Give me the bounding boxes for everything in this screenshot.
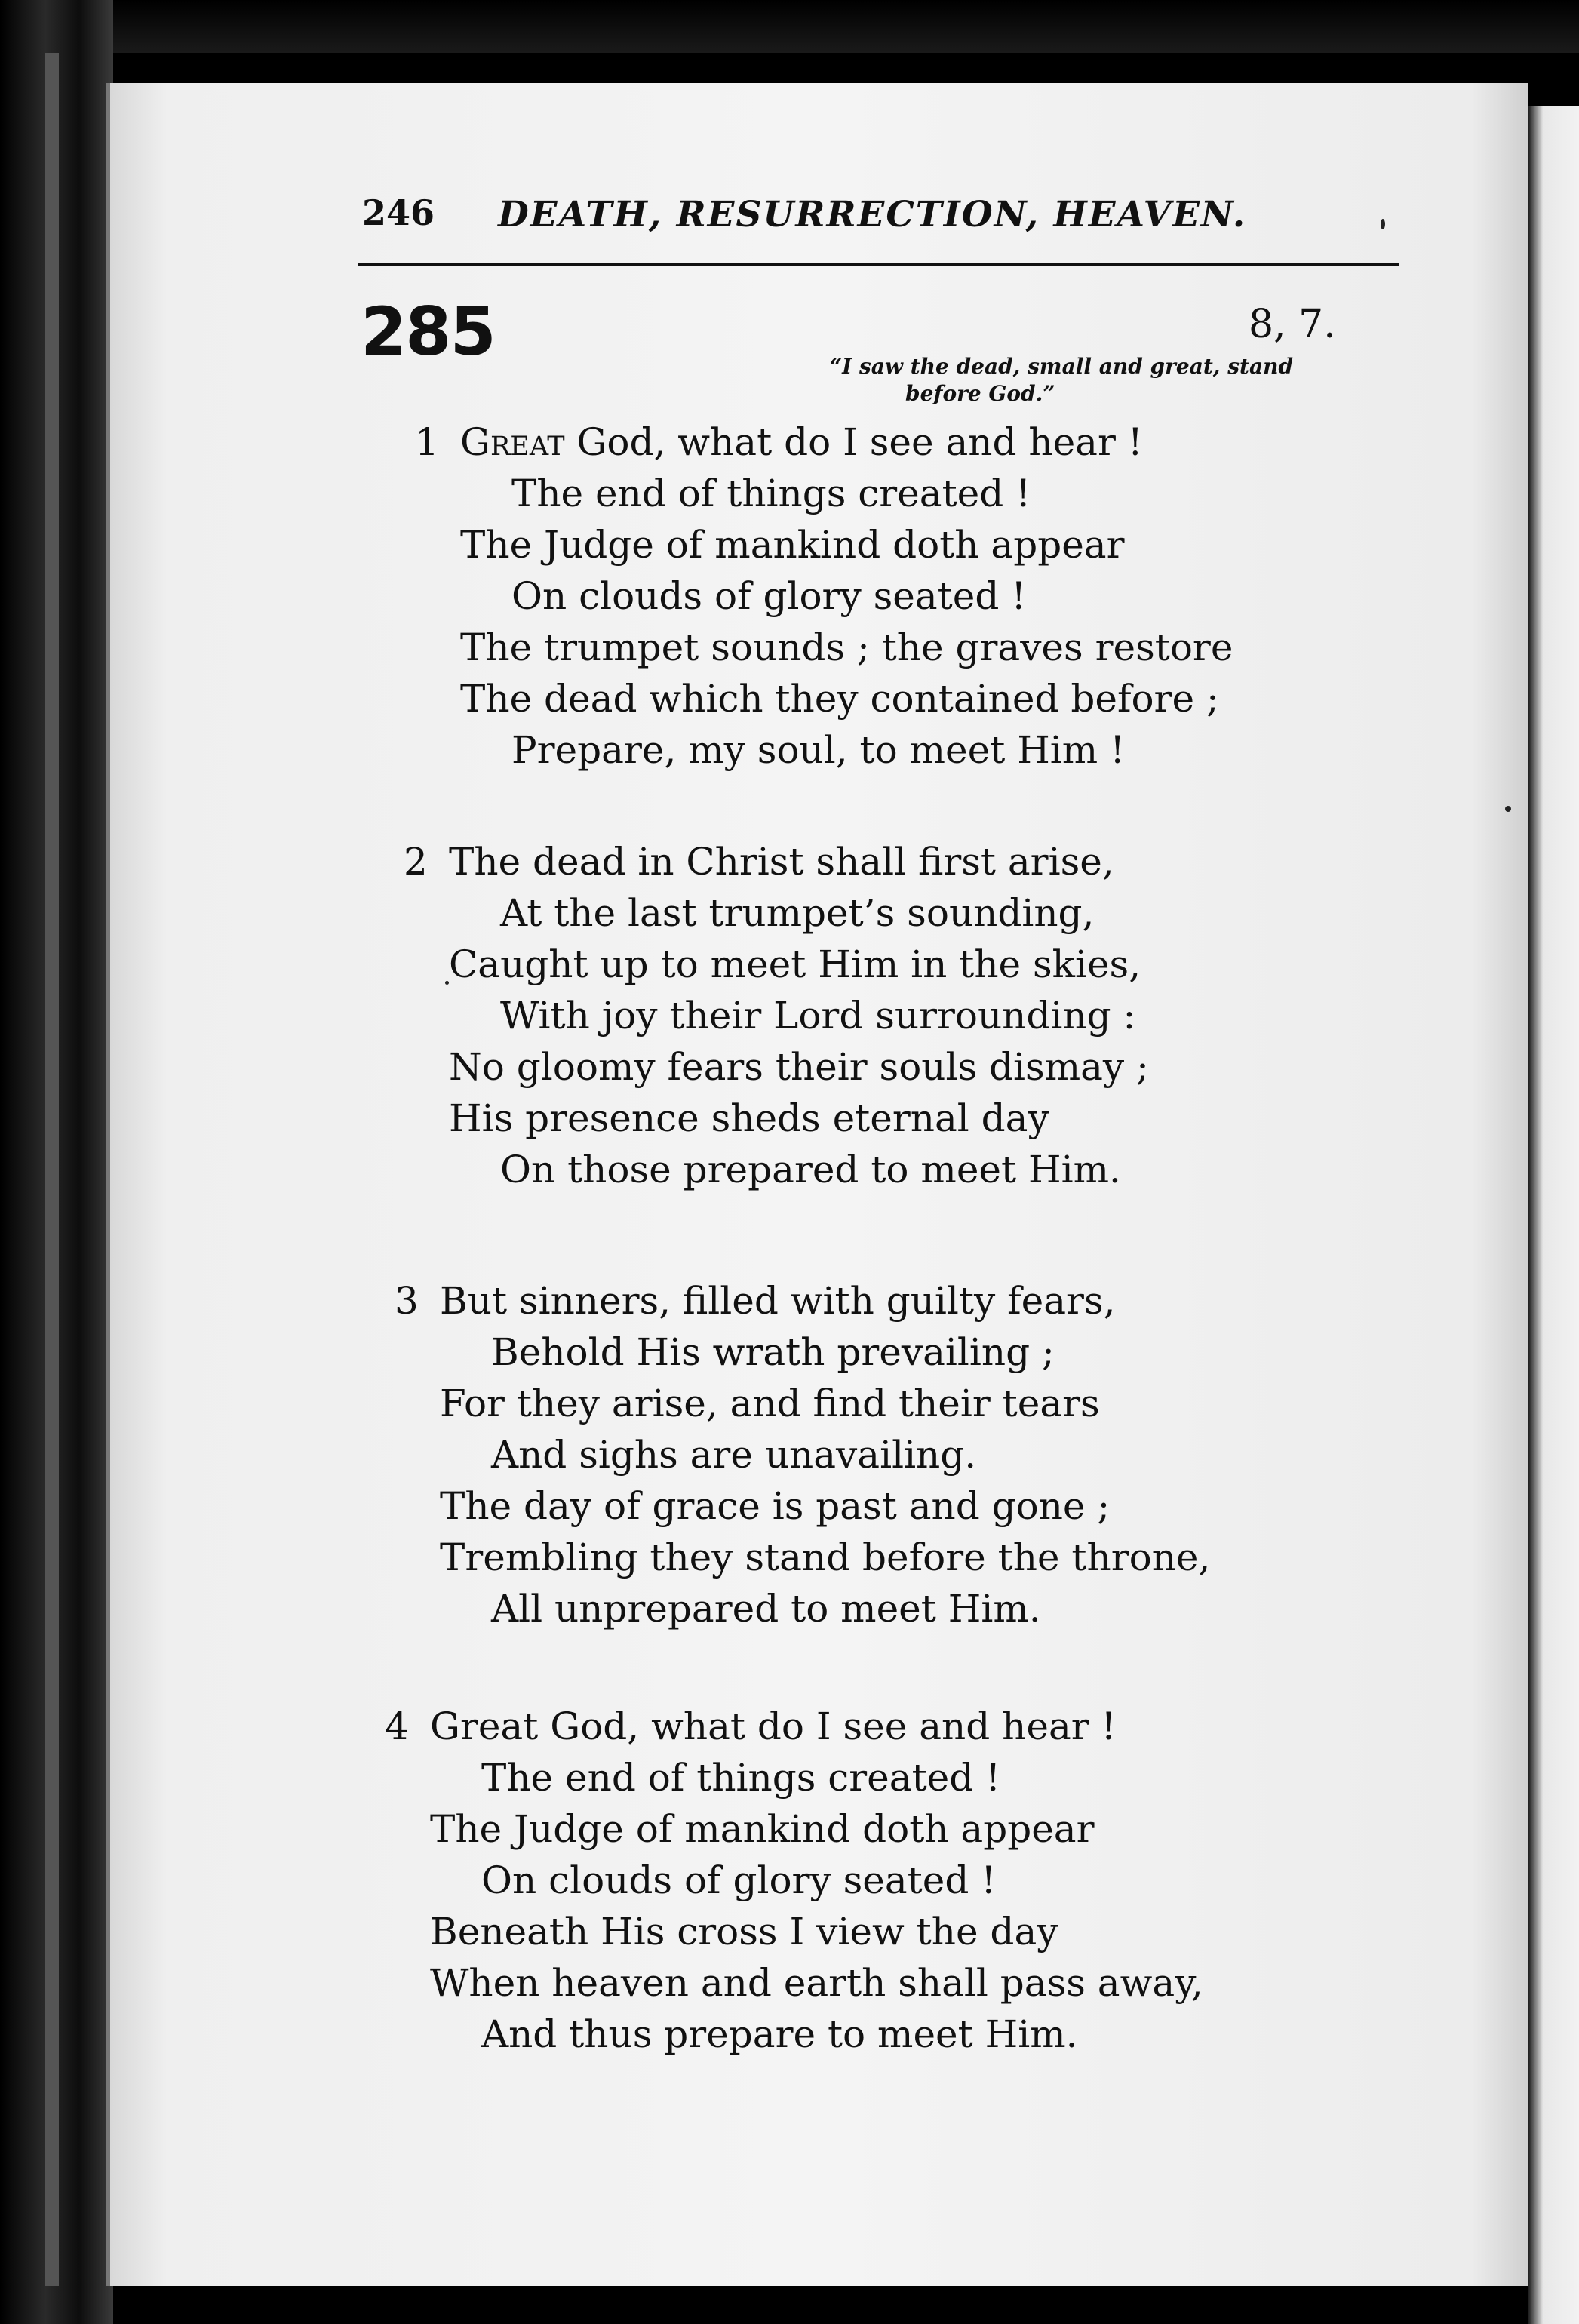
verse-line: And sighs are unavailing. xyxy=(491,1433,977,1477)
verse-2 xyxy=(404,836,1445,1195)
header-rule xyxy=(358,263,1399,266)
epigraph-line: before God.” xyxy=(905,381,1055,406)
verse-number: 3 xyxy=(395,1279,419,1323)
verse-line: The day of grace is past and gone ; xyxy=(440,1484,1111,1528)
verse-line: Prepare, my soul, to meet Him ! xyxy=(511,728,1126,772)
verse-line: At the last trumpet’s sounding, xyxy=(500,891,1095,935)
verse-number: 2 xyxy=(404,840,428,884)
verse-line: Great God, what do I see and hear ! xyxy=(430,1705,1117,1748)
verse-line: With joy their Lord surrounding : xyxy=(500,994,1136,1038)
film-speck xyxy=(445,981,449,985)
verse-4 xyxy=(385,1701,1426,2060)
verse-line: The end of things created ! xyxy=(511,472,1031,515)
facing-page-edge xyxy=(1528,106,1579,2324)
verse-line: Beneath His cross I view the day xyxy=(430,1910,1058,1954)
drop-word: Great xyxy=(460,420,565,464)
verse-line: The end of things created ! xyxy=(481,1756,1001,1800)
scripture-epigraph xyxy=(830,353,1418,407)
film-speck xyxy=(1505,806,1511,812)
verse-line: His presence sheds eternal day xyxy=(449,1096,1049,1140)
verse-line: Behold His wrath prevailing ; xyxy=(491,1330,1055,1374)
film-edge-top xyxy=(0,0,1579,53)
verse-line: All unprepared to meet Him. xyxy=(491,1587,1041,1631)
verse-line xyxy=(460,417,1456,468)
verse-1 xyxy=(415,417,1456,776)
verse-line: On those prepared to meet Him. xyxy=(500,1148,1121,1191)
verse-line: For they arise, and find their tears xyxy=(440,1382,1100,1425)
verse-line: No gloomy fears their souls dismay ; xyxy=(449,1045,1149,1089)
film-speck xyxy=(1381,219,1385,229)
verse-line: The Judge of mankind doth appear xyxy=(460,523,1125,567)
verse-line: Caught up to meet Him in the skies, xyxy=(449,942,1141,986)
running-title: DEATH, RESURRECTION, HEAVEN. xyxy=(498,194,1247,235)
verse-line: The dead which they contained before ; xyxy=(460,677,1219,721)
binding-stripe xyxy=(45,53,59,2286)
verse-line: The trumpet sounds ; the graves restore xyxy=(460,626,1233,669)
verse-line: But sinners, filled with guilty fears, xyxy=(440,1279,1116,1323)
verse-line: On clouds of glory seated ! xyxy=(511,574,1027,618)
page-header xyxy=(362,192,1403,253)
verse-number: 4 xyxy=(385,1705,409,1748)
verse-line: The Judge of mankind doth appear xyxy=(430,1807,1095,1851)
verse-number: 1 xyxy=(415,420,439,464)
verse-line: When heaven and earth shall pass away, xyxy=(430,1961,1203,2005)
hymn-number: 285 xyxy=(361,293,495,370)
epigraph-line: “I saw the dead, small and great, stand xyxy=(830,354,1294,379)
verse-line: Trembling they stand before the throne, xyxy=(440,1536,1211,1579)
verse-line-text: God, what do I see and hear ! xyxy=(564,420,1143,464)
hymn-meter: 8, 7. xyxy=(1249,302,1336,347)
page-number: 246 xyxy=(362,192,435,233)
verse-line: The dead in Christ shall first arise, xyxy=(449,840,1114,884)
verse-line: And thus prepare to meet Him. xyxy=(481,2012,1078,2056)
verse-line: On clouds of glory seated ! xyxy=(481,1858,997,1902)
verse-3 xyxy=(395,1275,1436,1634)
